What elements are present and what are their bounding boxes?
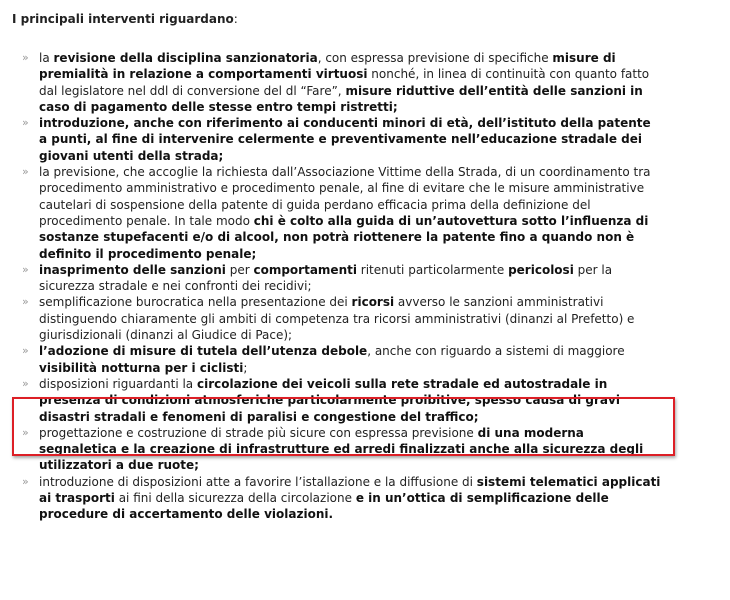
list-item: [22, 343, 662, 376]
bold-text: revisione della disciplina sanzionatoria: [53, 51, 318, 65]
bullet-icon: »: [22, 474, 29, 488]
item-text: per la sicurezza stradale e nei confronti dei recidivi;: [39, 262, 613, 294]
bullet-icon: »: [22, 116, 29, 130]
item-text: avverso le sanzioni amministrativi distinguendo chiaramente gli ambiti di competenza tra ricorsi amministrativi (dinanzi al Prefetto) e giurisdizionali (dinanzi al Giudice di Pace);: [39, 295, 635, 343]
interventions-list: [22, 50, 662, 523]
item-text: la: [39, 51, 54, 65]
item-text: ;: [243, 360, 248, 375]
bold-text: ricorsi: [351, 295, 395, 310]
heading-text: I principali interventi riguardano: [12, 12, 234, 26]
item-text: nonché, in linea di continuità con quanto fatto dal legislatore nel ddl di conversione del dl “Fare”,: [39, 67, 650, 98]
item-text: disposizioni riguardanti la: [39, 376, 197, 391]
list-item: [22, 294, 662, 343]
bullet-icon: »: [22, 425, 29, 439]
bold-text: circolazione dei veicoli sulla rete stradale ed autostradale in presenza di condizioni atmosferiche particolarmente proibitive, spesso causa di gravi disastri stradali e fenomeni di paralisi e congestione del traffico;: [39, 376, 620, 424]
item-text: progettazione e costruzione di strade più sicure con espressa previsione: [39, 425, 478, 440]
item-text: , anche con riguardo a sistemi di maggiore: [367, 344, 625, 359]
bold-text: misure riduttive dell’entità delle sanzioni in caso di pagamento delle stesse entro tempi ristretti;: [39, 83, 643, 114]
item-text: ai fini della sicurezza della circolazione: [114, 491, 356, 506]
list-item: [22, 425, 662, 474]
bold-text: introduzione, anche con riferimento ai conducenti minori di età, dell’istituto della patente a punti, al fine di intervenire celermente e preventivamente nell’educazione stradale dei giovani utenti della strada;: [39, 116, 651, 163]
bold-text: pericolosi: [508, 262, 574, 277]
bold-text: di una moderna segnaletica e la creazione di infrastrutture ed arredi finalizzati anche alla sicurezza degli utilizzatori a due ruote;: [39, 425, 644, 473]
bullet-icon: »: [22, 262, 29, 276]
bold-text: misure di premialità in relazione a comportamenti virtuosi: [39, 51, 616, 82]
item-text: ritenuti particolarmente: [356, 262, 509, 277]
bold-text: comportamenti: [253, 262, 357, 277]
bold-text: e in un’ottica di semplificazione delle procedure di accertamento delle violazioni.: [39, 491, 609, 522]
item-text: semplificazione burocratica nella presentazione dei: [39, 295, 352, 310]
list-item: [22, 115, 662, 164]
bold-text: sistemi telematici applicati ai trasporti: [39, 474, 661, 506]
list-item: [22, 262, 662, 295]
heading-suffix: :: [233, 12, 238, 26]
item-text: introduzione di disposizioni atte a favorire l’istallazione e la diffusione di: [39, 474, 477, 489]
bullet-icon: »: [22, 51, 29, 64]
bullet-icon: »: [22, 165, 29, 179]
bullet-icon: »: [22, 376, 29, 390]
item-text: per: [225, 262, 254, 277]
item-text: la previsione, che accoglie la richiesta dall’Associazione Vittime della Strada, di un coordinamento tra procedimento amministrativo e procedimento penale, al fine di evitare che le misure amministrative cautelari di sospensione della patente di guida perdano efficacia prima della definizione del procedimento penale. In tale modo: [39, 165, 651, 228]
list-item: [22, 50, 662, 115]
bold-text: visibilità notturna per i ciclisti: [39, 360, 244, 375]
section-heading: [12, 11, 238, 27]
bold-text: chi è colto alla guida di un’autovettura sotto l’influenza di sostanze stupefacenti e/o di alcool, non potrà riottenere la patente fino a quando non è definito il procedimento penale;: [39, 213, 649, 261]
bold-text: l’adozione di misure di tutela dell’utenza debole: [39, 344, 368, 359]
list-item: [22, 474, 662, 523]
item-text: , con espressa previsione di specifiche: [317, 51, 553, 65]
list-item: [22, 164, 662, 262]
bullet-icon: »: [22, 344, 29, 358]
bold-text: inasprimento delle sanzioni: [39, 262, 226, 277]
bullet-icon: »: [22, 295, 29, 309]
list-item: [22, 376, 662, 425]
